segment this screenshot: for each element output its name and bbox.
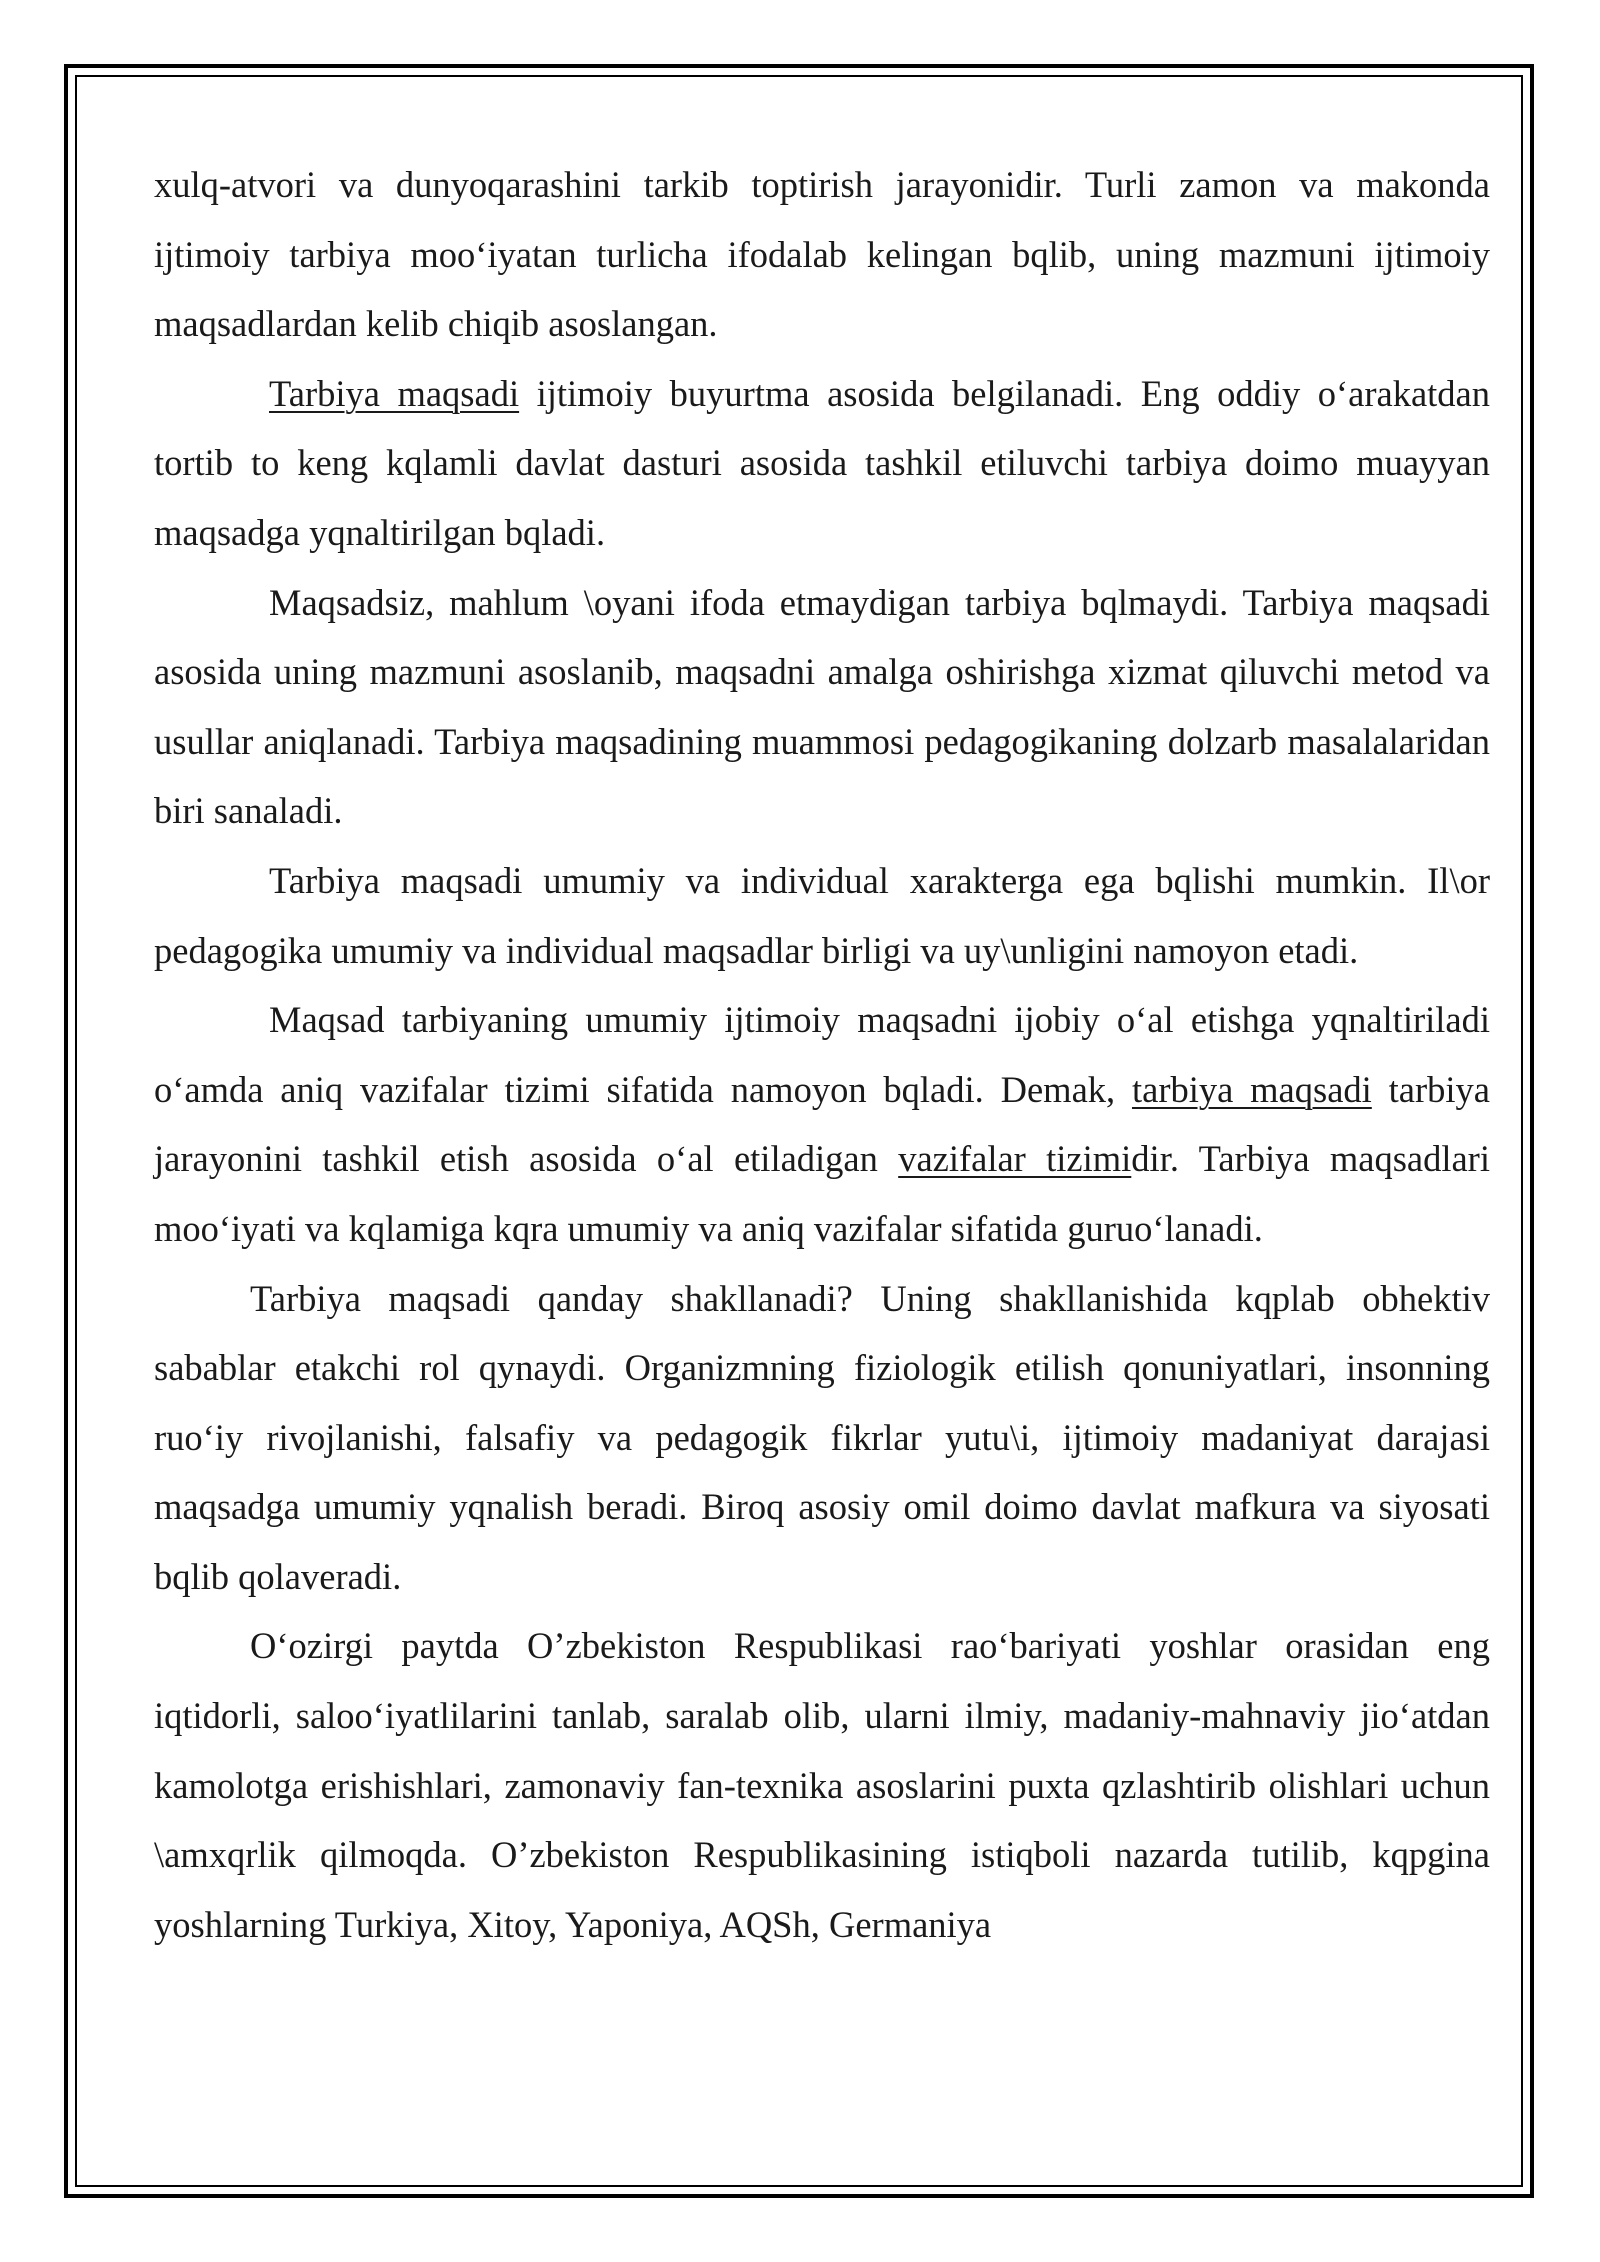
text-run: Tarbiya maqsadi qanday shakllanadi? Uning shakllanishida kqplab obhektiv sabablar etakchi rol qynaydi. Organizmning fiziologik etilish qonuniyatlari, insonning ruo‘iy rivojlanishi, falsafiy va pedagogik fikrlar yutu\i, ijtimoiy madaniyat darajasi maqsadga umumiy yqnalish beradi. Biroq asosiy omil doimo davlat mafkura va siyosati bqlib qolaveradi. xyxy=(154,1277,1490,1597)
paragraph xyxy=(154,1611,1490,1959)
paragraph xyxy=(154,359,1490,568)
text-run: Maqsadsiz, mahlum \oyani ifoda etmaydigan tarbiya bqlmaydi. Tarbiya maqsadi asosida uning mazmuni asoslanib, maqsadni amalga oshirishga xizmat qiluvchi metod va usullar aniqlanadi. Tarbiya maqsadining muammosi pedagogikaning dolzarb masalalaridan biri sanaladi. xyxy=(154,581,1490,832)
text-run: Maqsad tarbiyaning umumiy ijtimoiy maqsadni ijobiy o‘al etishga yqnaltiriladi o‘amda aniq vazifalar tizimi sifatida namoyon bqladi. Demak, xyxy=(154,999,1490,1110)
document-body xyxy=(154,150,1490,1959)
text-run: O‘ozirgi paytda O’zbekiston Respublikasi rao‘bariyati yoshlar orasidan eng iqtidorli, saloo‘iyatlilarini tanlab, saralab olib, ularni ilmiy, madaniy-mahnaviy jio‘atdan kamolotga erishishlari, zamonaviy fan-texnika asoslarini puxta qzlashtirib olishlari uchun \amxqrlik qilmoqda. O’zbekiston Respublikasining istiqboli nazarda tutilib, kqpgina yoshlarning Turkiya, Xitoy, Yaponiya, AQSh, Germaniya xyxy=(154,1625,1490,1945)
underlined-term: vazifalar tizimi xyxy=(898,1138,1132,1180)
paragraph xyxy=(154,1264,1490,1612)
underlined-term: tarbiya maqsadi xyxy=(1131,1068,1372,1110)
text-run: dir. Tarbiya maqsadlari moo‘iyati va kqlamiga kqra umumiy va aniq vazifalar sifatida guruo‘lanadi. xyxy=(154,1138,1490,1249)
text-run: tarbiya jarayonini tashkil etish asosida o‘al etiladigan xyxy=(154,1068,1490,1180)
underlined-term: Tarbiya maqsadi xyxy=(269,372,520,414)
text-run: Tarbiya maqsadi umumiy va individual xarakterga ega bqlishi mumkin. Il\or pedagogika umumiy va individual maqsadlar birligi va uy\unligini namoyon etadi. xyxy=(154,859,1490,971)
text-run: ijtimoiy buyurtma asosida belgilanadi. Eng oddiy o‘arakatdan tortib to keng kqlamli davlat dasturi asosida tashkil etiluvchi tarbiya doimo muayyan maqsadga yqnaltirilgan bqladi. xyxy=(154,372,1490,553)
paragraph xyxy=(154,985,1490,1263)
paragraph xyxy=(154,568,1490,846)
text-run: xulq-atvori va dunyoqarashini tarkib toptirish jarayonidir. Turli zamon va makonda ijtimoiy tarbiya moo‘iyatan turlicha ifodalab kelingan bqlib, uning mazmuni ijtimoiy maqsadlardan kelib chiqib asoslangan. xyxy=(154,164,1490,345)
paragraph xyxy=(154,150,1490,359)
paragraph xyxy=(154,846,1490,985)
